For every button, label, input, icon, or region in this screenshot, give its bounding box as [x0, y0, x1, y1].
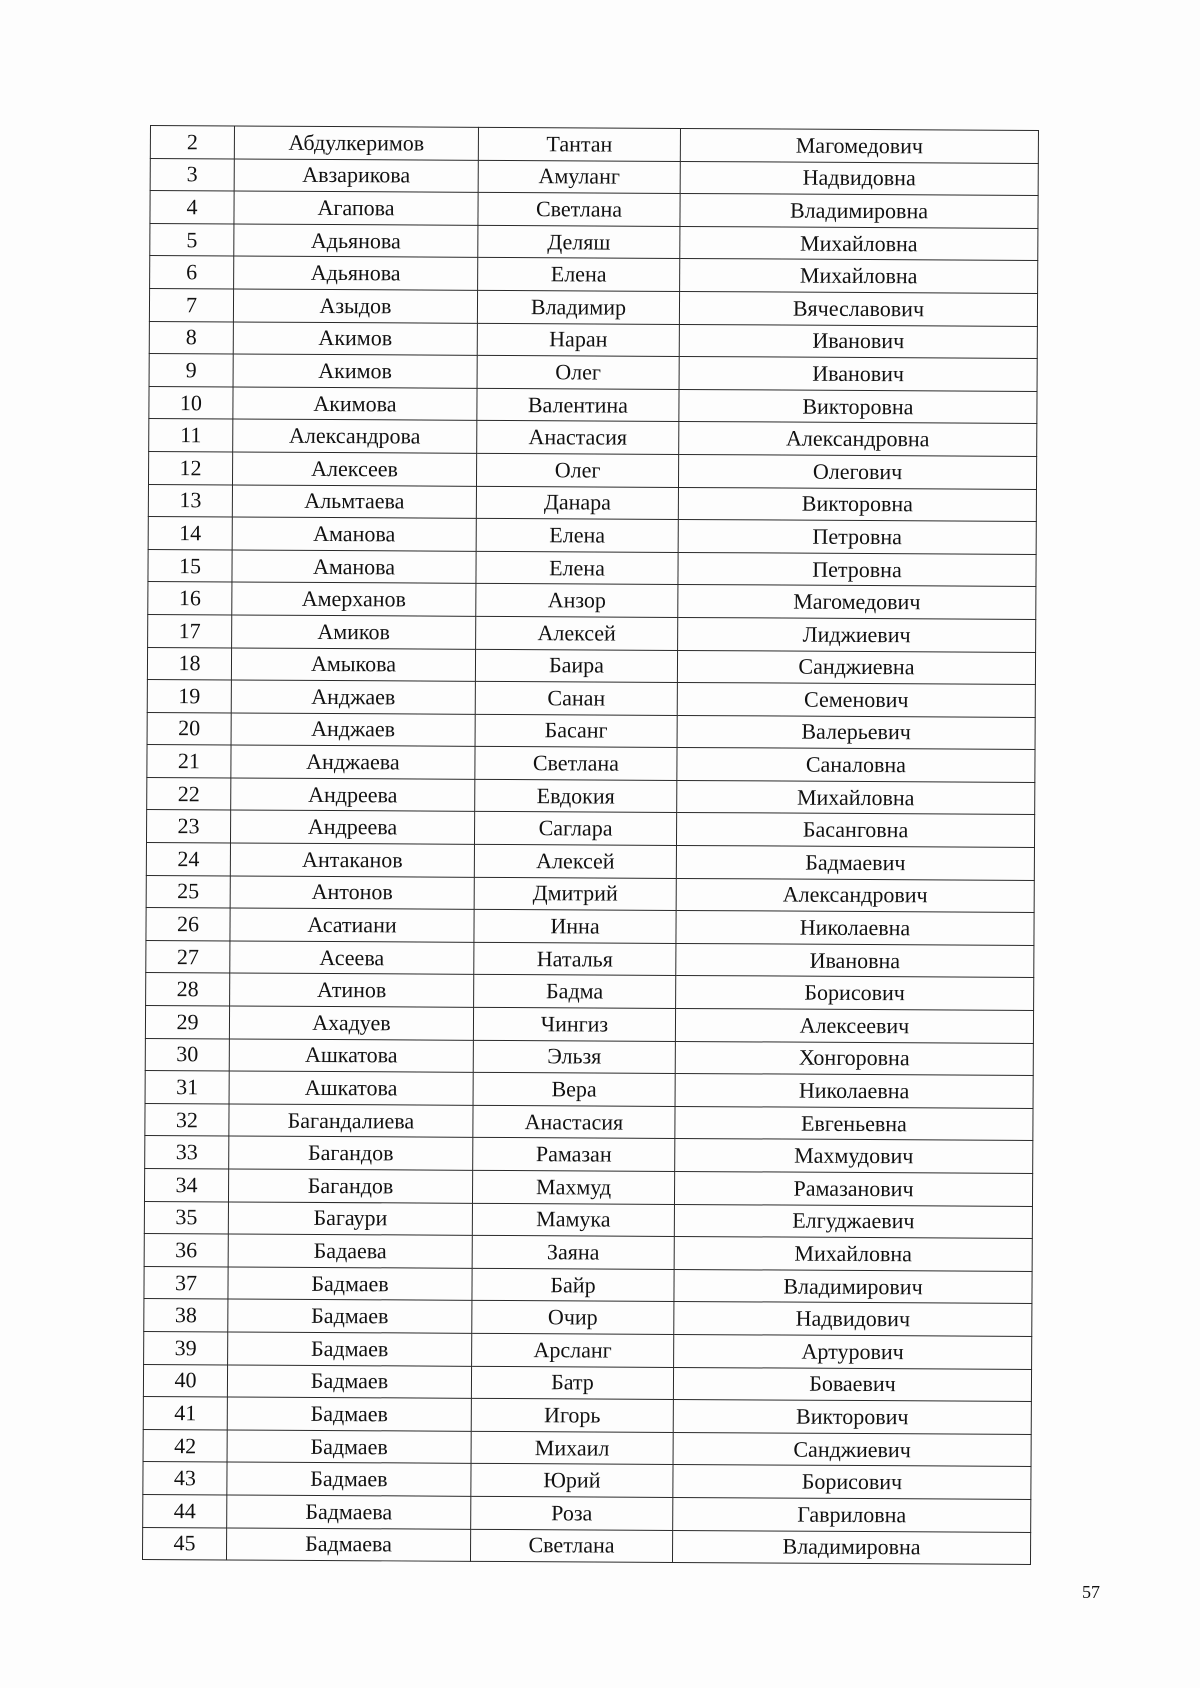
table-row: [147, 647, 1035, 685]
row-number-cell: 3: [150, 158, 234, 191]
surname-cell: Александрова: [233, 419, 477, 453]
first-name-cell: Баира: [475, 649, 677, 683]
table-row: [149, 386, 1037, 424]
names-table-body: [142, 126, 1038, 1565]
row-number-cell: 13: [148, 484, 232, 517]
table-row: [145, 1038, 1033, 1076]
first-name-cell: Игорь: [471, 1398, 673, 1432]
patronymic-cell: Надвидович: [674, 1302, 1032, 1337]
first-name-cell: Чингиз: [473, 1007, 675, 1041]
patronymic-cell: Гавриловна: [673, 1497, 1031, 1532]
row-number-cell: 40: [143, 1364, 227, 1397]
patronymic-cell: Семенович: [677, 683, 1035, 718]
first-name-cell: Дмитрий: [474, 877, 676, 911]
patronymic-cell: Бадмаевич: [676, 846, 1034, 881]
patronymic-cell: Николаевна: [675, 1074, 1033, 1109]
patronymic-cell: Викторовна: [678, 487, 1036, 522]
first-name-cell: Саглара: [474, 812, 676, 846]
surname-cell: Авзарикова: [234, 159, 478, 193]
surname-cell: Амыкова: [231, 647, 475, 681]
row-number-cell: 33: [145, 1136, 229, 1169]
row-number-cell: 45: [142, 1527, 226, 1560]
first-name-cell: Заяна: [472, 1236, 674, 1270]
patronymic-cell: Николаевна: [676, 911, 1034, 946]
first-name-cell: Алексей: [476, 616, 678, 650]
first-name-cell: Светлана: [475, 747, 677, 781]
surname-cell: Бадмаев: [227, 1430, 471, 1464]
first-name-cell: Бадма: [474, 975, 676, 1009]
surname-cell: Багандов: [228, 1169, 472, 1203]
surname-cell: Аманова: [232, 517, 476, 551]
row-number-cell: 44: [143, 1494, 227, 1527]
table-row: [150, 191, 1038, 229]
table-row: [145, 1136, 1033, 1174]
table-row: [148, 484, 1036, 522]
row-number-cell: 38: [144, 1299, 228, 1332]
row-number-cell: 27: [146, 940, 230, 973]
surname-cell: Антаканов: [230, 843, 474, 877]
surname-cell: Бадмаев: [228, 1332, 472, 1366]
surname-cell: Бадмаев: [227, 1365, 471, 1399]
first-name-cell: Светлана: [470, 1529, 672, 1563]
row-number-cell: 6: [150, 256, 234, 289]
table-row: [143, 1397, 1031, 1435]
first-name-cell: Анастасия: [477, 421, 679, 455]
surname-cell: Ашкатова: [229, 1039, 473, 1073]
row-number-cell: 37: [144, 1266, 228, 1299]
table-row: [146, 908, 1034, 946]
first-name-cell: Юрий: [471, 1464, 673, 1498]
row-number-cell: 29: [145, 1006, 229, 1039]
first-name-cell: Рамазан: [473, 1138, 675, 1172]
table-row: [144, 1266, 1032, 1304]
patronymic-cell: Магомедович: [678, 585, 1036, 620]
row-number-cell: 16: [148, 582, 232, 615]
table-row: [143, 1364, 1031, 1402]
patronymic-cell: Алексеевич: [675, 1008, 1033, 1043]
row-number-cell: 41: [143, 1397, 227, 1430]
table-row: [150, 256, 1038, 294]
first-name-cell: Наталья: [474, 942, 676, 976]
table-row: [144, 1299, 1032, 1337]
surname-cell: Адьянова: [234, 256, 478, 290]
first-name-cell: Данара: [476, 486, 678, 520]
table-row: [150, 158, 1038, 196]
first-name-cell: Эльзя: [473, 1040, 675, 1074]
surname-cell: Бадмаева: [227, 1495, 471, 1529]
patronymic-cell: Вячеславович: [679, 291, 1037, 326]
row-number-cell: 21: [147, 745, 231, 778]
surname-cell: Бадмаев: [228, 1267, 472, 1301]
surname-cell: Багандалиева: [229, 1104, 473, 1138]
surname-cell: Адьянова: [234, 224, 478, 258]
patronymic-cell: Михайловна: [680, 226, 1038, 261]
first-name-cell: Арсланг: [472, 1333, 674, 1367]
patronymic-cell: Михайловна: [674, 1237, 1032, 1272]
row-number-cell: 34: [144, 1168, 228, 1201]
table-row: [143, 1462, 1031, 1500]
row-number-cell: 10: [149, 386, 233, 419]
table-row: [144, 1168, 1032, 1206]
row-number-cell: 4: [150, 191, 234, 224]
surname-cell: Антонов: [230, 876, 474, 910]
row-number-cell: 25: [146, 875, 230, 908]
table-row: [149, 419, 1037, 457]
table-row: [142, 1527, 1030, 1565]
surname-cell: Бадмаева: [226, 1527, 470, 1561]
first-name-cell: Батр: [471, 1366, 673, 1400]
table-row: [147, 745, 1035, 783]
first-name-cell: Михаил: [471, 1431, 673, 1465]
first-name-cell: Олег: [476, 453, 678, 487]
row-number-cell: 31: [145, 1071, 229, 1104]
row-number-cell: 23: [146, 810, 230, 843]
surname-cell: Ашкатова: [229, 1071, 473, 1105]
surname-cell: Бадмаев: [228, 1299, 472, 1333]
table-row: [147, 680, 1035, 718]
table-row: [149, 354, 1037, 392]
surname-cell: Амерханов: [232, 582, 476, 616]
table-row: [146, 843, 1034, 881]
row-number-cell: 5: [150, 223, 234, 256]
patronymic-cell: Александрович: [676, 878, 1034, 913]
table-row: [144, 1331, 1032, 1369]
patronymic-cell: Михайловна: [680, 259, 1038, 294]
patronymic-cell: Валерьевич: [677, 715, 1035, 750]
first-name-cell: Евдокия: [475, 779, 677, 813]
patronymic-cell: Петровна: [678, 520, 1036, 555]
patronymic-cell: Евгеньевна: [675, 1106, 1033, 1141]
patronymic-cell: Рамазанович: [674, 1171, 1032, 1206]
surname-cell: Андреева: [231, 778, 475, 812]
table-row: [148, 582, 1036, 620]
row-number-cell: 24: [146, 843, 230, 876]
first-name-cell: Наран: [477, 323, 679, 357]
table-row: [146, 875, 1034, 913]
patronymic-cell: Борисович: [676, 976, 1034, 1011]
table-row: [146, 940, 1034, 978]
surname-cell: Ахадуев: [229, 1006, 473, 1040]
surname-cell: Акимова: [233, 387, 477, 421]
table-row: [149, 321, 1037, 359]
surname-cell: Атинов: [230, 973, 474, 1007]
table-row: [148, 451, 1036, 489]
surname-cell: Агапова: [234, 191, 478, 225]
surname-cell: Анджаев: [231, 680, 475, 714]
surname-cell: Багаури: [228, 1202, 472, 1236]
table-row: [145, 1006, 1033, 1044]
table-row: [148, 614, 1036, 652]
table-row: [145, 1103, 1033, 1141]
patronymic-cell: Елгуджаевич: [674, 1204, 1032, 1239]
page-number: 57: [1082, 1582, 1100, 1602]
names-table: [142, 125, 1039, 1565]
first-name-cell: Елена: [476, 551, 678, 585]
patronymic-cell: Ивановна: [676, 943, 1034, 978]
surname-cell: Акимов: [233, 354, 477, 388]
table-row: [143, 1494, 1031, 1532]
patronymic-cell: Саналовна: [677, 748, 1035, 783]
surname-cell: Бадаева: [228, 1234, 472, 1268]
patronymic-cell: Олегович: [678, 454, 1036, 489]
surname-cell: Асатиани: [230, 908, 474, 942]
first-name-cell: Елена: [476, 518, 678, 552]
first-name-cell: Вера: [473, 1073, 675, 1107]
first-name-cell: Светлана: [478, 193, 680, 227]
first-name-cell: Мамука: [472, 1203, 674, 1237]
patronymic-cell: Лиджиевич: [678, 617, 1036, 652]
patronymic-cell: Махмудович: [675, 1139, 1033, 1174]
patronymic-cell: Хонгоровна: [675, 1041, 1033, 1076]
patronymic-cell: Боваевич: [673, 1367, 1031, 1402]
row-number-cell: 14: [148, 517, 232, 550]
patronymic-cell: Артурович: [674, 1334, 1032, 1369]
row-number-cell: 42: [143, 1429, 227, 1462]
table-row: [145, 1071, 1033, 1109]
surname-cell: Абдулкеримов: [234, 126, 478, 160]
first-name-cell: Валентина: [477, 388, 679, 422]
first-name-cell: Амуланг: [478, 160, 680, 194]
table-row: [150, 223, 1038, 261]
table-row: [147, 712, 1035, 750]
table-row: [147, 777, 1035, 815]
first-name-cell: Анастасия: [473, 1105, 675, 1139]
row-number-cell: 26: [146, 908, 230, 941]
patronymic-cell: Санджиевич: [673, 1432, 1031, 1467]
first-name-cell: Тантан: [478, 127, 680, 161]
first-name-cell: Анзор: [476, 584, 678, 618]
first-name-cell: Елена: [478, 258, 680, 292]
first-name-cell: Басанг: [475, 714, 677, 748]
first-name-cell: Махмуд: [472, 1170, 674, 1204]
table-row: [143, 1429, 1031, 1467]
row-number-cell: 43: [143, 1462, 227, 1495]
row-number-cell: 22: [147, 777, 231, 810]
surname-cell: Асеева: [230, 941, 474, 975]
surname-cell: Алексеев: [232, 452, 476, 486]
surname-cell: Аманова: [232, 550, 476, 584]
table-row: [150, 126, 1038, 164]
surname-cell: Бадмаев: [227, 1462, 471, 1496]
row-number-cell: 17: [148, 614, 232, 647]
row-number-cell: 32: [145, 1103, 229, 1136]
patronymic-cell: Владимировна: [680, 194, 1038, 229]
surname-cell: Азыдов: [233, 289, 477, 323]
first-name-cell: Роза: [471, 1496, 673, 1530]
row-number-cell: 9: [149, 354, 233, 387]
first-name-cell: Олег: [477, 355, 679, 389]
first-name-cell: Алексей: [474, 844, 676, 878]
surname-cell: Амиков: [232, 615, 476, 649]
patronymic-cell: Владимировна: [672, 1530, 1030, 1565]
surname-cell: Андреева: [230, 810, 474, 844]
table-row: [144, 1201, 1032, 1239]
patronymic-cell: Владимирович: [674, 1269, 1032, 1304]
table-row: [148, 549, 1036, 587]
table-row: [149, 288, 1037, 326]
patronymic-cell: Борисович: [673, 1465, 1031, 1500]
row-number-cell: 7: [149, 288, 233, 321]
first-name-cell: Байр: [472, 1268, 674, 1302]
row-number-cell: 15: [148, 549, 232, 582]
surname-cell: Анджаев: [231, 713, 475, 747]
first-name-cell: Деляш: [478, 225, 680, 259]
patronymic-cell: Петровна: [678, 552, 1036, 587]
row-number-cell: 36: [144, 1234, 228, 1267]
patronymic-cell: Санджиевна: [677, 650, 1035, 685]
table-row: [146, 973, 1034, 1011]
row-number-cell: 39: [144, 1331, 228, 1364]
surname-cell: Багандов: [229, 1136, 473, 1170]
row-number-cell: 28: [146, 973, 230, 1006]
patronymic-cell: Иванович: [679, 357, 1037, 392]
row-number-cell: 11: [149, 419, 233, 452]
patronymic-cell: Надвидовна: [680, 161, 1038, 196]
patronymic-cell: Магомедович: [680, 128, 1038, 163]
surname-cell: Акимов: [233, 322, 477, 356]
patronymic-cell: Басанговна: [676, 813, 1034, 848]
row-number-cell: 35: [144, 1201, 228, 1234]
first-name-cell: Санан: [475, 681, 677, 715]
first-name-cell: Инна: [474, 910, 676, 944]
patronymic-cell: Михайловна: [677, 780, 1035, 815]
row-number-cell: 12: [148, 451, 232, 484]
row-number-cell: 18: [147, 647, 231, 680]
patronymic-cell: Иванович: [679, 324, 1037, 359]
table-row: [146, 810, 1034, 848]
row-number-cell: 8: [149, 321, 233, 354]
row-number-cell: 19: [147, 680, 231, 713]
patronymic-cell: Александровна: [679, 422, 1037, 457]
surname-cell: Альмтаева: [232, 484, 476, 518]
table-row: [148, 517, 1036, 555]
row-number-cell: 2: [150, 126, 234, 159]
row-number-cell: 20: [147, 712, 231, 745]
patronymic-cell: Викторович: [673, 1400, 1031, 1435]
first-name-cell: Очир: [472, 1301, 674, 1335]
table-row: [144, 1234, 1032, 1272]
first-name-cell: Владимир: [477, 290, 679, 324]
row-number-cell: 30: [145, 1038, 229, 1071]
surname-cell: Анджаева: [231, 745, 475, 779]
surname-cell: Бадмаев: [227, 1397, 471, 1431]
patronymic-cell: Викторовна: [679, 389, 1037, 424]
